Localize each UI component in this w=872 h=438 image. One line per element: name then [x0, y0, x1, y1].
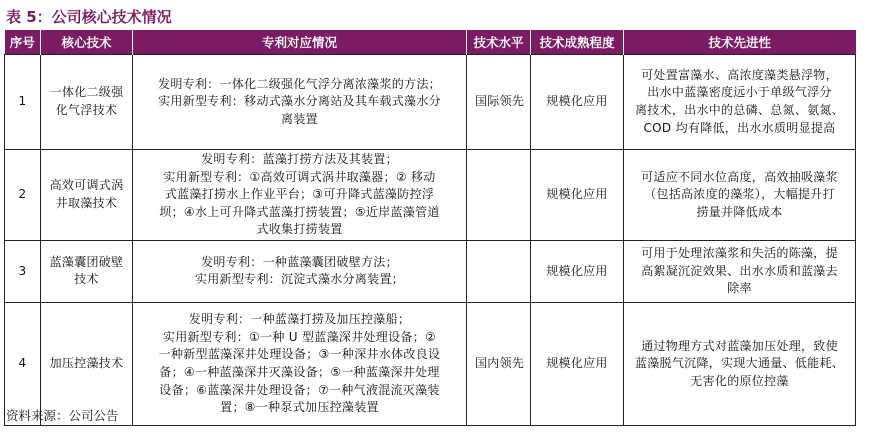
header-maturity: 技术成熟程度 — [531, 30, 624, 55]
advantage-line: 离技术，出水中的总磷、总氮、氨氮、 — [634, 103, 845, 117]
maturity-cell: 规模化应用 — [531, 240, 624, 302]
advantage-line: （包括高浓度的藻浆），大幅提升打 — [644, 187, 835, 202]
core-technology-cell — [41, 240, 133, 302]
row-index: 3 — [5, 240, 41, 302]
patent-line: 实用新型专利：沉淀式藻水分离装置； — [194, 272, 405, 287]
advantage-line: 捞量并降低成本 — [696, 204, 783, 219]
core-technology-line: 化气浮技术 — [55, 103, 118, 117]
header-patents: 专利对应情况 — [133, 30, 467, 55]
patent-line: 实用新型专利：移动式藻水分离站及其车载式藻水分 — [158, 94, 441, 109]
core-technology-line: 一体化二级强 — [49, 85, 124, 100]
advantage-line: 可处置富藻水、高浓度藻类悬浮物， — [641, 67, 838, 82]
patent-line: 设备；⑥蓝藻深井处理设备；⑦一种气液混流灭藻装 — [159, 382, 440, 397]
patent-line: 发明专利：一种蓝藻打捞及加压控藻船； — [188, 312, 411, 327]
patent-line: 坝；④水上可升降式蓝藻打捞装置；⑤近岸蓝藻管道 — [159, 204, 440, 219]
table-row — [5, 240, 856, 302]
patent-line: 实用新型专利：①一种 U 型蓝藻深井处理设备；② — [162, 329, 437, 344]
advantage-line: 通过物理方式对蓝藻加压处理，致使 — [641, 338, 838, 353]
table-header-row — [5, 30, 856, 55]
advantage-cell — [624, 240, 856, 302]
advantage-line: 可适应不同水位高度，高效抽吸藻浆 — [641, 169, 838, 184]
core-technology-line: 技术 — [74, 272, 99, 287]
patent-line: 式蓝藻打捞水上作业平台；③可升降式蓝藻防控浮 — [164, 187, 435, 202]
patent-line: 离装置 — [281, 111, 318, 126]
patent-line: 发明专利：蓝藻打捞方法及其装置； — [201, 152, 398, 166]
header-advantage: 技术先进性 — [624, 30, 856, 55]
advantage-line: 可用于处理浓藻浆和失活的陈藻，提 — [641, 246, 838, 261]
tech-level-cell: 国际领先 — [467, 55, 531, 150]
core-technology-table — [4, 30, 856, 426]
advantage-line: COD 均有降低，出水水质明显提高 — [643, 120, 836, 135]
source-note: 资料来源：公司公告 — [6, 408, 119, 423]
core-technology-cell — [41, 55, 133, 150]
row-index: 1 — [5, 55, 41, 150]
advantage-line: 除率 — [727, 281, 752, 296]
advantage-line: 无害化的原位控藻 — [690, 373, 789, 388]
core-technology-line: 加压控藻技术 — [49, 356, 124, 371]
maturity-cell: 规模化应用 — [531, 302, 624, 425]
advantage-cell — [624, 150, 856, 241]
tech-level-cell: 国内领先 — [467, 302, 531, 425]
core-technology-cell — [41, 150, 133, 241]
advantage-line: 高絮凝沉淀效果、出水水质和蓝藻去 — [641, 263, 838, 278]
patents-cell — [133, 55, 467, 150]
row-index: 2 — [5, 150, 41, 241]
advantage-cell — [624, 55, 856, 150]
header-index: 序号 — [5, 30, 41, 55]
patent-line: 置；⑧一种泵式加压控藻装置 — [220, 400, 379, 415]
table-caption: 表 5：公司核心技术情况 — [6, 8, 172, 26]
patent-line: 式收集打捞装置 — [256, 222, 343, 237]
patents-cell — [133, 302, 467, 425]
header-core-technology: 核心技术 — [41, 30, 133, 55]
patent-line: 实用新型专利：①高效可调式涡井取藻器；② 移动 — [163, 169, 436, 184]
table-row — [5, 55, 856, 150]
patent-line: 发明专利：一体化二级强化气浮分离浓藻浆的方法； — [158, 76, 441, 91]
core-technology-line: 高效可调式涡 — [49, 178, 124, 193]
tech-level-cell — [467, 240, 531, 302]
table-row — [5, 150, 856, 241]
maturity-cell: 规模化应用 — [531, 150, 624, 241]
advantage-line: 出水中蓝藻密度远小于单级气浮分 — [647, 85, 832, 100]
core-technology-line: 蓝藻囊团破壁 — [49, 254, 124, 269]
advantage-line: 蓝藻脱气沉降，实现大通量、低能耗、 — [634, 356, 845, 371]
patent-line: 备；④一种蓝藻深井灭藻设备；⑤一种蓝藻深井处理 — [159, 364, 440, 379]
tech-level-cell — [467, 150, 531, 241]
patent-line: 一种新型蓝藻深井处理设备；③一种深井水体改良设 — [158, 347, 441, 362]
table-row — [5, 302, 856, 425]
header-tech-level: 技术水平 — [467, 30, 531, 55]
maturity-cell: 规模化应用 — [531, 55, 624, 150]
core-technology-line: 井取藻技术 — [55, 195, 118, 210]
patent-line: 发明专利：一种蓝藻囊团破壁方法； — [201, 254, 398, 269]
document — [4, 0, 868, 438]
row-index: 4 — [5, 302, 41, 425]
patents-cell — [133, 150, 467, 241]
advantage-cell — [624, 302, 856, 425]
patents-cell — [133, 240, 467, 302]
